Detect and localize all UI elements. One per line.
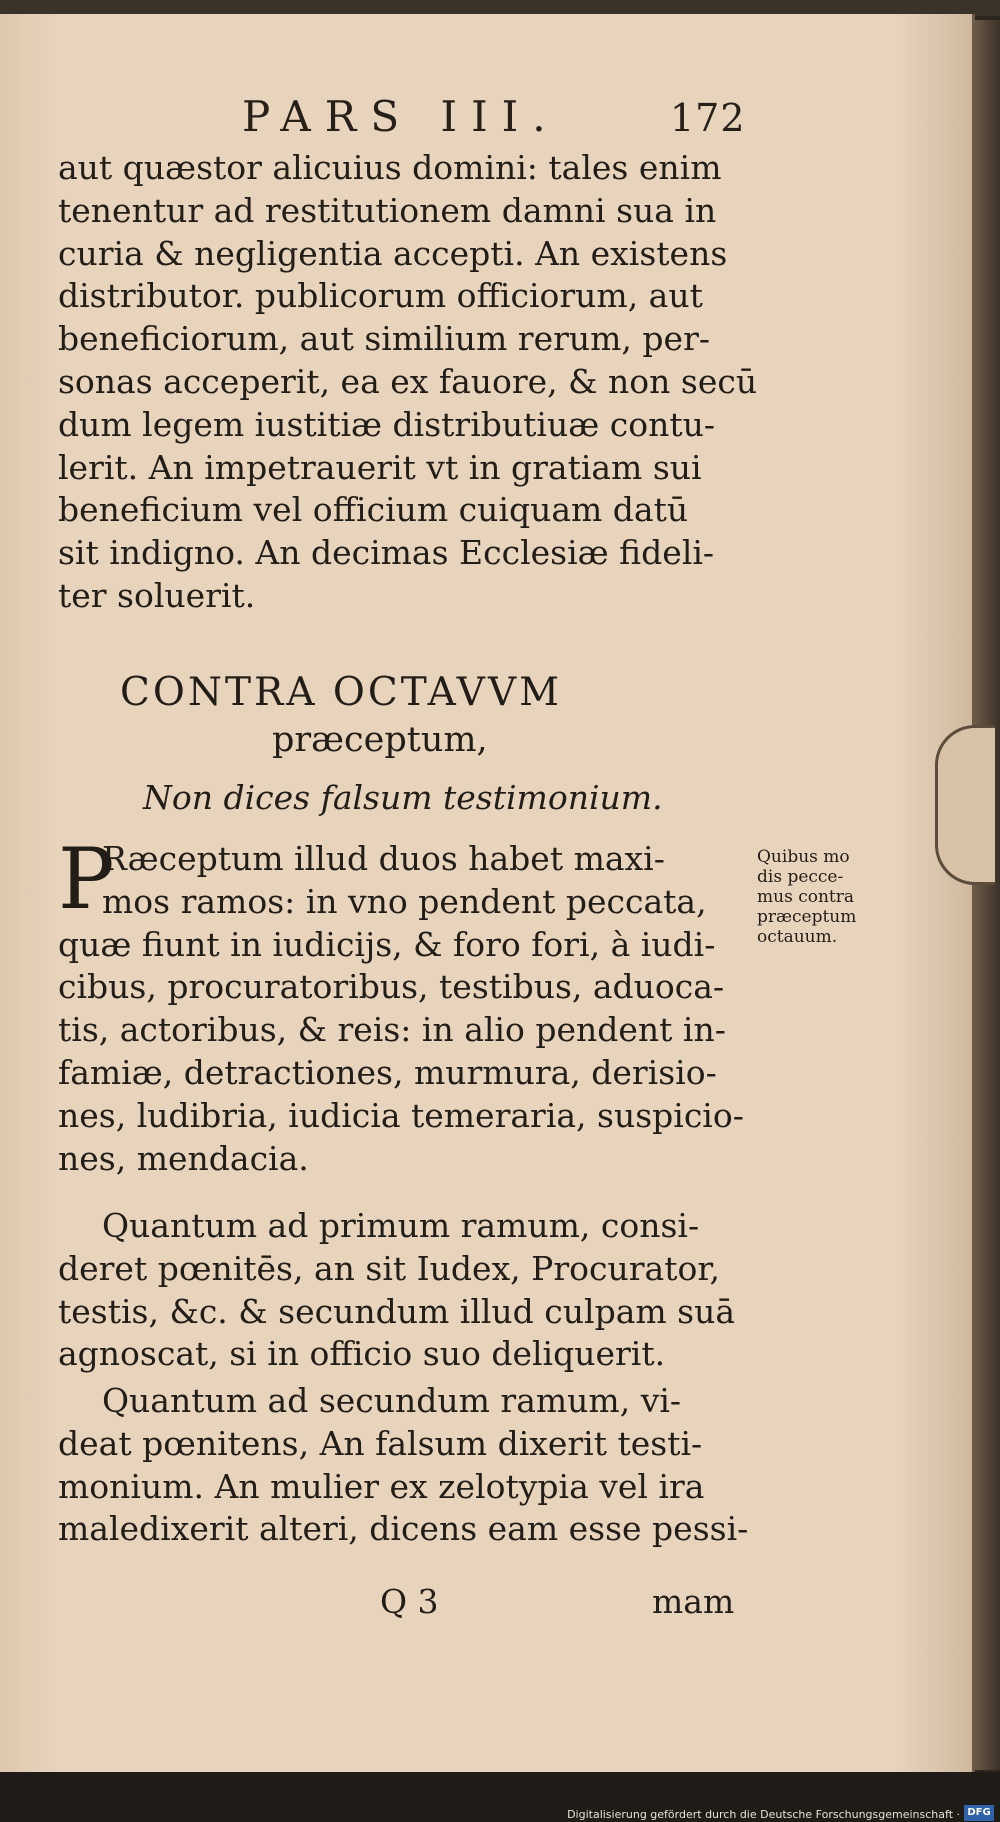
dfg-logo: DFG	[964, 1805, 994, 1821]
text-line: testis, &c. & secundum illud culpam suā	[58, 1291, 736, 1331]
text-line: maledixerit alteri, dicens eam esse pessi-	[58, 1509, 749, 1549]
digitization-credit: Digitalisierung gefördert durch die Deutsche Forschungsgemeinschaft ·	[567, 1808, 960, 1821]
text-line: Ræceptum illud duos habet maxi-	[102, 839, 665, 878]
text-line: tis, actoribus, & reis: in alio pendent in-	[58, 1010, 726, 1050]
text-line: agnoscat, si in officio suo deliquerit.	[58, 1334, 666, 1374]
section-heading: CONTRA OCTAVVM	[120, 670, 563, 715]
text-line: nes, ludibria, iudicia temeraria, suspicio-	[58, 1095, 744, 1135]
marginal-line: præceptum	[757, 907, 857, 927]
text-line: cibus, procuratoribus, testibus, aduoca-	[58, 967, 725, 1007]
paragraph-second-branch	[58, 1380, 758, 1551]
text-line: ter soluerit.	[58, 575, 256, 615]
text-line: monium. An mulier ex zelotypia vel ira	[58, 1466, 705, 1506]
marginal-line: dis pecce-	[757, 867, 844, 887]
text-line: famiæ, detractiones, murmura, derisio-	[58, 1052, 717, 1092]
catchword: mam	[652, 1582, 735, 1621]
text-line: deat pœnitens, An falsum dixerit testi-	[58, 1423, 703, 1463]
text-line: lerit. An impetrauerit vt in gratiam sui	[58, 447, 702, 487]
text-line: distributor. publicorum officiorum, aut	[58, 276, 703, 316]
text-line: nes, mendacia.	[58, 1138, 309, 1178]
text-line: curia & negligentia accepti. An existens	[58, 233, 728, 273]
marginal-line: octauum.	[757, 927, 838, 947]
running-title: PARS III.	[242, 92, 560, 141]
paragraph-two-branches	[58, 830, 758, 1180]
text-line: tenentur ad restitutionem damni sua in	[58, 190, 717, 230]
marginal-line: mus contra	[757, 887, 854, 907]
text-line: sonas acceperit, ea ex fauore, & non secū	[58, 361, 758, 401]
text-line: aut quæstor alicuius domini: tales enim	[58, 148, 722, 187]
text-line: dum legem iustitiæ distributiuæ contu-	[58, 404, 715, 444]
text-line: beneficium vel officium cuiquam datū	[58, 490, 689, 530]
text-line: mos ramos: in vno pendent peccata,	[102, 881, 707, 921]
marginal-line: Quibus mo	[757, 847, 850, 867]
signature-mark: Q 3	[380, 1582, 439, 1621]
text-line: sit indigno. An decimas Ecclesiæ fideli-	[58, 533, 715, 573]
paragraph-first-branch	[58, 1205, 758, 1376]
page-number: 172	[670, 96, 746, 140]
page-tab-marker	[935, 725, 995, 885]
commandment-quote: Non dices falsum testimonium.	[143, 778, 663, 817]
text-line: quæ fiunt in iudicijs, & foro fori, à iudi-	[58, 924, 716, 964]
section-subheading: præceptum,	[272, 720, 488, 760]
paragraph-restitution	[58, 147, 758, 618]
text-line: Quantum ad secundum ramum, vi-	[102, 1381, 682, 1420]
text-line: deret pœnitēs, an sit Iudex, Procurator,	[58, 1248, 720, 1288]
text-line: beneficiorum, aut similium rerum, per-	[58, 319, 710, 359]
drop-cap: P	[58, 830, 115, 928]
text-line: Quantum ad primum ramum, consi-	[102, 1206, 700, 1245]
marginal-note	[757, 847, 927, 947]
